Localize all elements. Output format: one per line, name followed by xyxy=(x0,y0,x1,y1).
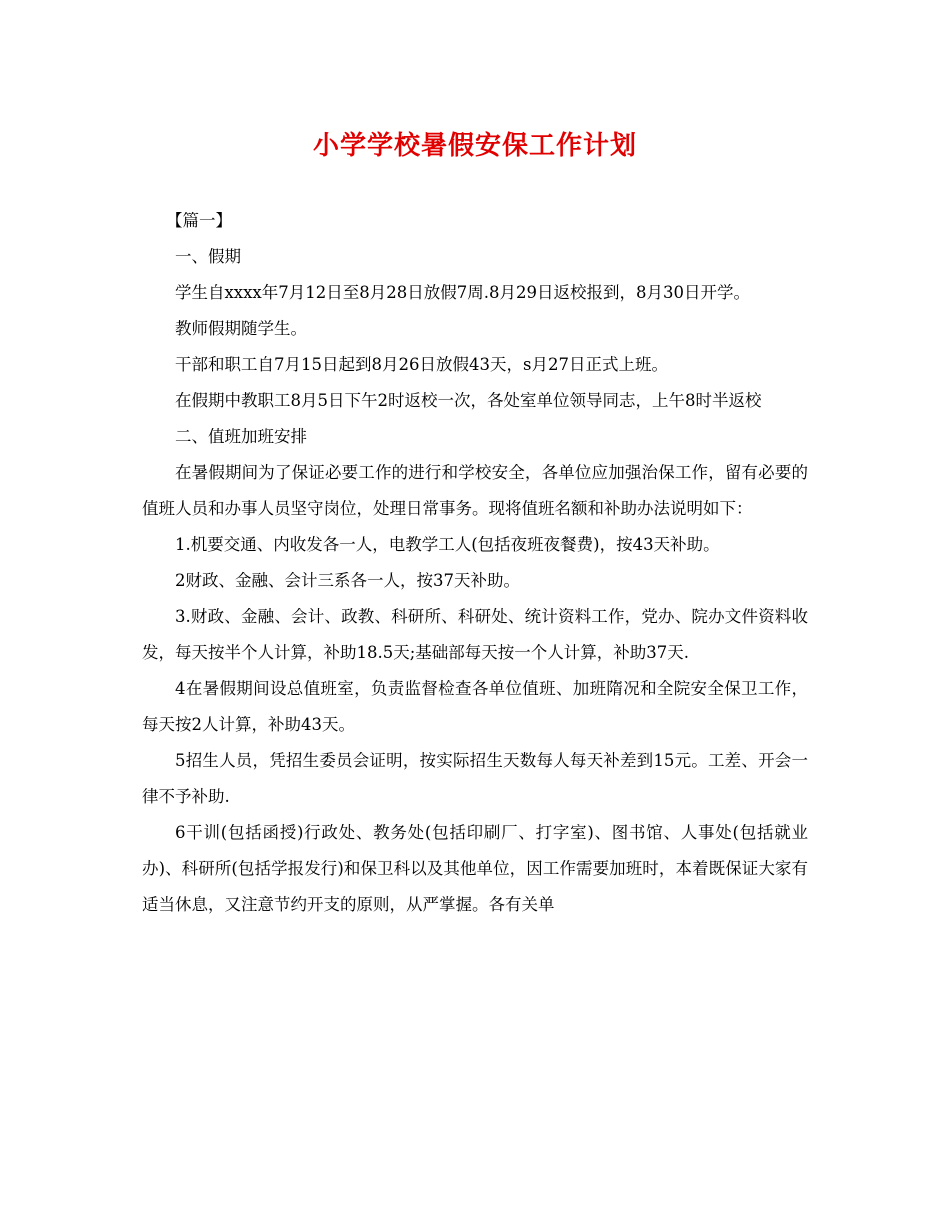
paragraph: 干部和职工自7月15日起到8月26日放假43天，s月27日正式上班。 xyxy=(175,355,668,374)
document-title: 小学学校暑假安保工作计划 xyxy=(312,131,637,161)
paragraph: 学生自xxxx年7月12日至8月28日放假7周.8月29日返校报到，8月30日开学。 xyxy=(175,283,750,302)
list-item: 3.财政、金融、会计、政教、科研所、科研处、统计资料工作，党办、院办文件资料收发，每天按半个人计算，补助18.5天;基础部每天按一个人计算，补助37天. xyxy=(142,607,808,662)
paragraph: 教师假期随学生。 xyxy=(175,319,307,338)
list-item: 4在暑假期间设总值班室，负责监督检查各单位值班、加班隋况和全院安全保卫工作，每天按2人计算，补助43天。 xyxy=(142,679,808,734)
list-item: 1.机要交通、内收发各一人，电教学工人(包括夜班夜餐费)，按43天补助。 xyxy=(175,535,720,554)
section-label: 【篇一】 xyxy=(166,211,232,230)
list-item: 2财政、金融、会计三系各一人，按37天补助。 xyxy=(175,571,520,590)
paragraph: 在暑假期间为了保证必要工作的进行和学校安全，各单位应加强治保工作，留有必要的值班人员和办事人员坚守岗位，处理日常事务。现将值班名额和补助办法说明如下： xyxy=(142,463,808,518)
document-body xyxy=(142,203,808,923)
paragraph: 在假期中教职工8月5日下午2时返校一次，各处室单位领导同志，上午8时半返校 xyxy=(175,391,762,410)
list-item: 6干训(包括函授)行政处、教务处(包括印刷厂、打字室)、图书馆、人事处(包括就业办)、科研所(包括学报发行)和保卫科以及其他单位，因工作需要加班时，本着既保证大家有适当休息，又注意节约开支的原则，从严掌握。各有关单 xyxy=(142,823,808,914)
list-item: 5招生人员，凭招生委员会证明，按实际招生天数每人每天补差到15元。工差、开会一律不予补助. xyxy=(142,751,808,806)
section-heading: 二、值班加班安排 xyxy=(175,427,307,446)
section-heading: 一、假期 xyxy=(175,247,241,266)
